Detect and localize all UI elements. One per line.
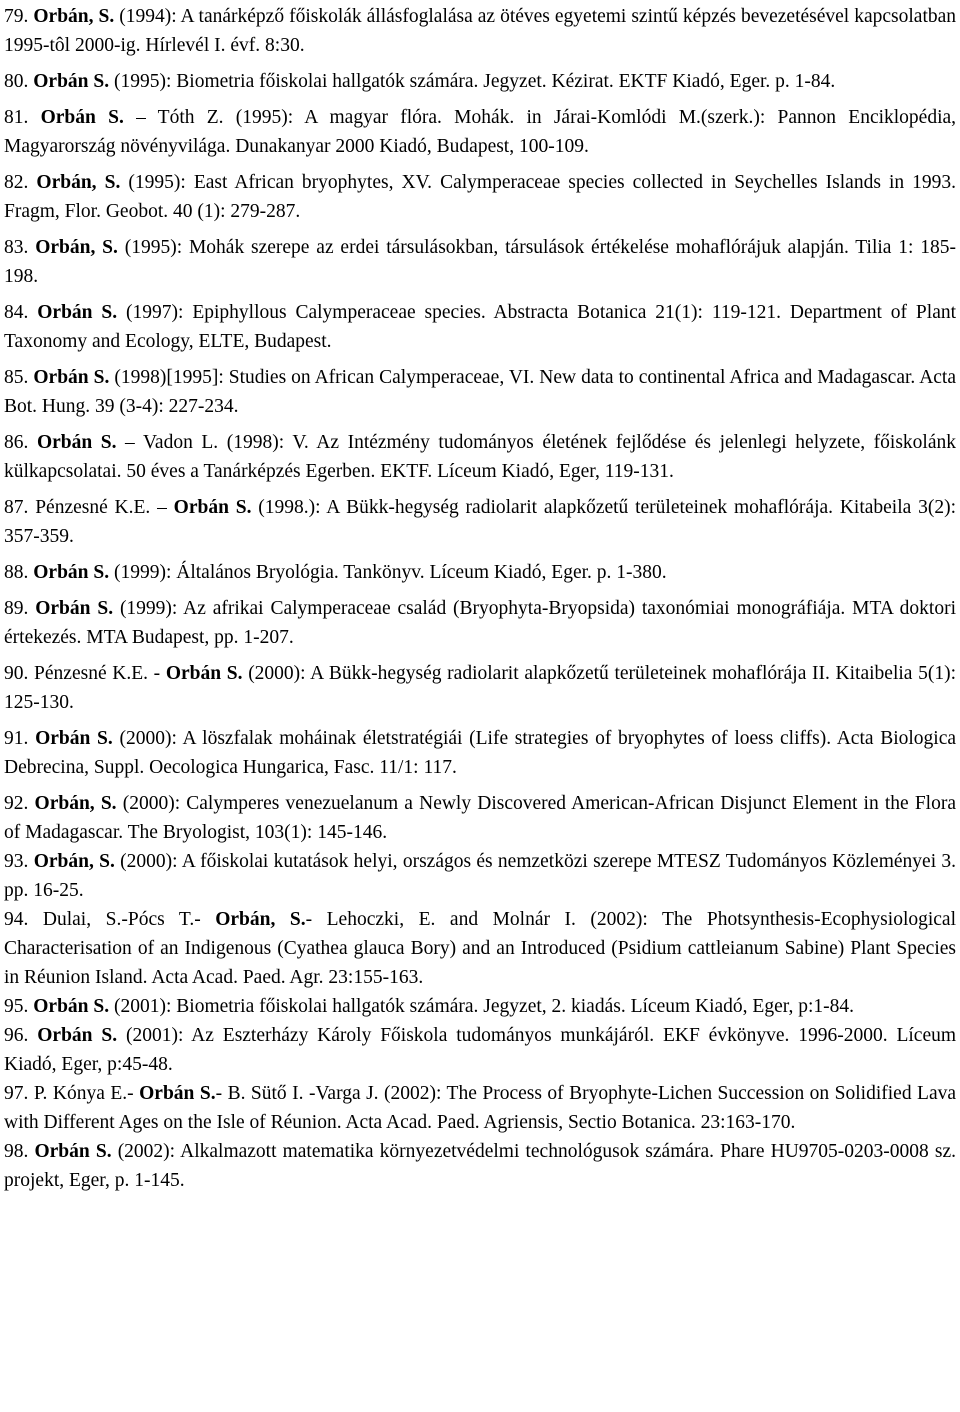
- reference-number: 82.: [4, 172, 29, 193]
- reference-entry: [4, 594, 956, 652]
- reference-entry: [4, 67, 956, 96]
- reference-number: 85.: [4, 367, 29, 388]
- reference-number: 91.: [4, 728, 29, 749]
- reference-author: Orbán, S.: [33, 851, 115, 872]
- reference-text: (1999): Az afrikai Calymperaceae család (Bryophyta-Bryopsida) taxonómiai monográfiája. MTA doktori értekezés. MTA Budapest, pp. 1-207.: [4, 598, 957, 648]
- reference-entry: [4, 363, 956, 421]
- reference-entry: [4, 1021, 956, 1079]
- reference-number: 86.: [4, 432, 29, 453]
- reference-text: (2000): A Bükk-hegység radiolarit alapkőzetű területeinek mohaflórája II. Kitaibelia 5(1): 125-130.: [4, 663, 957, 713]
- reference-author: Orbán S.: [34, 1141, 112, 1162]
- reference-text: (1995): Biometria főiskolai hallgatók számára. Jegyzet. Kézirat. EKTF Kiadó, Eger. p. 1-84.: [113, 71, 836, 92]
- reference-text: (2000): Calymperes venezuelanum a Newly Discovered American-African Disjunct Element in the Flora of Madagascar. The Bryologist, 103(1): 145-146.: [4, 793, 957, 843]
- reference-text: - B. Sütő I. -Varga J. (2002): The Process of Bryophyte-Lichen Succession on Solidified Lava with Different Ages on the Isle of Réunion. Acta Acad. Paed. Agriensis, Sectio Botanica. 23:163-170.: [4, 1083, 957, 1133]
- reference-number: 80.: [4, 71, 29, 92]
- reference-number: 95.: [4, 996, 29, 1017]
- reference-pre-authors: Pénzesné K.E. –: [35, 497, 167, 518]
- reference-text: (1998)[1995]: Studies on African Calymperaceae, VI. New data to continental Africa and Madagascar. Acta Bot. Hung. 39 (3-4): 227-234.: [4, 367, 956, 417]
- reference-entry: [4, 233, 956, 291]
- reference-number: 92.: [4, 793, 29, 814]
- reference-entry: [4, 1079, 956, 1137]
- reference-text: (2002): Alkalmazott matematika környezetvédelmi technológusok számára. Phare HU9705-0203-0008 sz. projekt, Eger, p. 1-145.: [4, 1141, 957, 1191]
- reference-text: (1998.): A Bükk-hegység radiolarit alapkőzetű területeinek mohaflórája. Kitabeila 3(2): 357-359.: [4, 497, 957, 547]
- reference-number: 84.: [4, 302, 29, 323]
- reference-entry: [4, 558, 956, 587]
- reference-author: Orbán, S.: [215, 909, 306, 930]
- reference-pre-authors: Pénzesné K.E. -: [34, 663, 161, 684]
- reference-entry: [4, 2, 956, 60]
- reference-entry: [4, 992, 956, 1021]
- reference-number: 94.: [4, 909, 29, 930]
- reference-author: Orbán S.: [33, 367, 110, 388]
- reference-entry: [4, 428, 956, 486]
- reference-number: 97.: [4, 1083, 29, 1104]
- reference-author: Orbán S.: [37, 1025, 118, 1046]
- reference-entry: [4, 847, 956, 905]
- reference-entry: [4, 905, 956, 992]
- reference-number: 93.: [4, 851, 29, 872]
- reference-entry: [4, 659, 956, 717]
- reference-author: Orbán, S.: [33, 6, 115, 27]
- reference-entry: [4, 168, 956, 226]
- reference-text: (2001): Az Eszterházy Károly Főiskola tudományos munkájáról. EKF évkönyve. 1996-2000. Líceum Kiadó, Eger, p:45-48.: [4, 1025, 957, 1075]
- reference-number: 83.: [4, 237, 29, 258]
- reference-pre-authors: P. Kónya E.-: [33, 1083, 134, 1104]
- reference-text: (1995): East African bryophytes, XV. Calymperaceae species collected in Seychelles Islands in 1993. Fragm, Flor. Geobot. 40 (1): 279-287.: [4, 172, 957, 222]
- reference-number: 88.: [4, 562, 29, 583]
- reference-entry: [4, 103, 956, 161]
- reference-text: (2001): Biometria főiskolai hallgatók számára. Jegyzet, 2. kiadás. Líceum Kiadó, Eger, p:1-84.: [113, 996, 854, 1017]
- reference-number: 98.: [4, 1141, 29, 1162]
- reference-text: (1999): Általános Bryológia. Tankönyv. Líceum Kiadó, Eger. p. 1-380.: [113, 562, 667, 583]
- reference-author: Orbán S.: [139, 1083, 216, 1104]
- reference-text: (1994): A tanárképző főiskolák állásfoglalása az ötéves egyetemi szintű képzés bevezetésével kapcsolatban 1995-tôl 2000-ig. Hírlevél I. évf. 8:30.: [4, 6, 957, 56]
- reference-entry: [4, 724, 956, 782]
- reference-entry: [4, 1137, 956, 1195]
- reference-entry: [4, 493, 956, 551]
- reference-text: (1997): Epiphyllous Calymperaceae species. Abstracta Botanica 21(1): 119-121. Department of Plant Taxonomy and Ecology, ELTE, Budapest.: [4, 302, 957, 352]
- reference-number: 81.: [4, 107, 29, 128]
- reference-entry: [4, 789, 956, 847]
- bibliography-list: [4, 2, 956, 1195]
- reference-text: - Lehoczki, E. and Molnár I. (2002): The Photsynthesis-Ecophysiological Characterisation of an Indigenous (Cyathea glauca Bory) and an Introduced (Psidium cattleianum Sabine) Plant Species in Réunion Island. Acta Acad. Paed. Agr. 23:155-163.: [4, 909, 957, 988]
- reference-author: Orbán S.: [35, 598, 114, 619]
- reference-author: Orbán S.: [33, 71, 110, 92]
- reference-text: (2000): A főiskolai kutatások helyi, országos és nemzetközi szerepe MTESZ Tudományos Közleményei 3. pp. 16-25.: [4, 851, 957, 901]
- reference-author: Orbán S.: [173, 497, 252, 518]
- reference-author: Orbán, S.: [35, 237, 118, 258]
- reference-text: (2000): A löszfalak moháinak életstratégiái (Life strategies of bryophytes of loess cliffs). Acta Biologica Debrecina, Suppl. Oecologica Hungarica, Fasc. 11/1: 117.: [4, 728, 957, 778]
- reference-author: Orbán, S.: [34, 793, 117, 814]
- reference-author: Orbán S.: [37, 302, 118, 323]
- reference-number: 96.: [4, 1025, 29, 1046]
- reference-author: Orbán S.: [165, 663, 243, 684]
- reference-author: Orbán S.: [36, 432, 117, 453]
- reference-number: 79.: [4, 6, 29, 27]
- reference-author: Orbán S.: [35, 728, 113, 749]
- reference-number: 89.: [4, 598, 29, 619]
- reference-pre-authors: Dulai, S.-Pócs T.-: [42, 909, 201, 930]
- reference-text: – Tóth Z. (1995): A magyar flóra. Mohák. in Járai-Komlódi M.(szerk.): Pannon Enciklopédia, Magyarország növényvilága. Dunakanyar 2000 Kiadó, Budapest, 100-109.: [4, 107, 957, 157]
- reference-author: Orbán S.: [33, 996, 110, 1017]
- reference-author: Orbán, S.: [36, 172, 121, 193]
- reference-text: – Vadon L. (1998): V. Az Intézmény tudományos életének fejlődése és jelenlegi helyzete, főiskolánk külkapcsolatai. 50 éves a Tanárképzés Egerben. EKTF. Líceum Kiadó, Eger, 119-131.: [4, 432, 956, 482]
- reference-number: 87.: [4, 497, 29, 518]
- reference-text: (1995): Mohák szerepe az erdei társulásokban, társulások értékelése mohaflórájuk alapján. Tilia 1: 185-198.: [4, 237, 957, 287]
- reference-author: Orbán S.: [40, 107, 124, 128]
- reference-number: 90.: [4, 663, 29, 684]
- reference-entry: [4, 298, 956, 356]
- reference-author: Orbán S.: [33, 562, 110, 583]
